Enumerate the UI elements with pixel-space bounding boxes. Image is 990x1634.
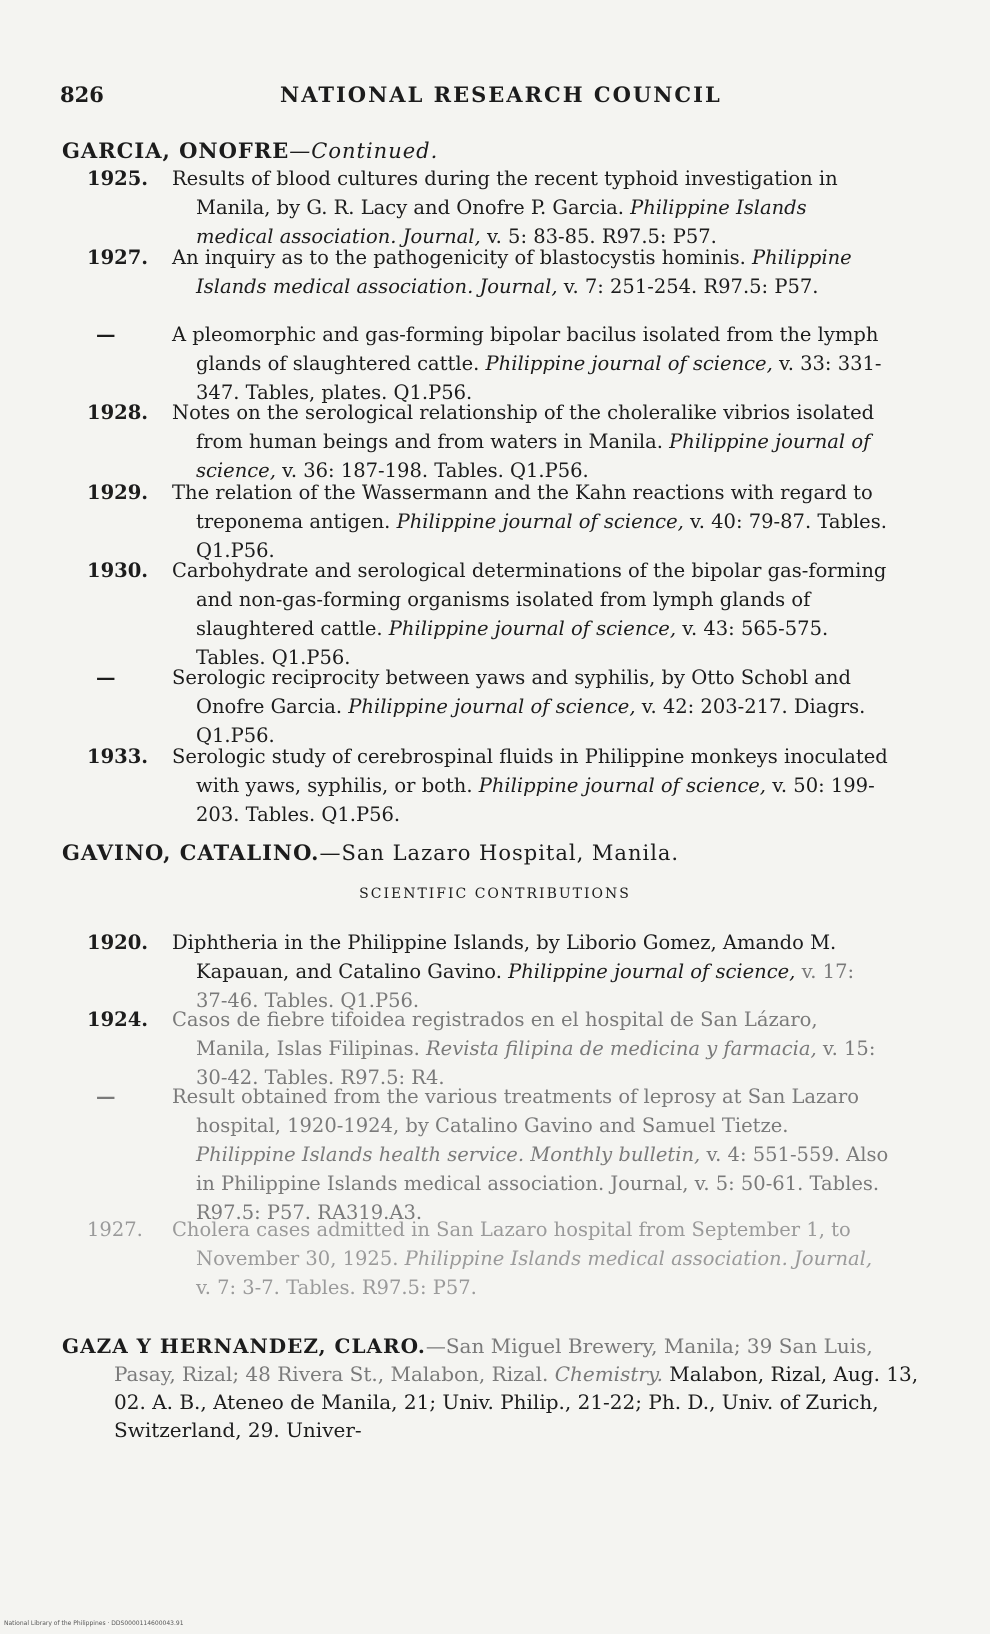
author-heading-gavino bbox=[62, 840, 679, 865]
author-address: —San Miguel Brewery, Manila; 39 San Luis, Pasay, Rizal; 48 Rivera St., Malabon, Rizal. bbox=[114, 1334, 873, 1386]
entry-title: Results of blood cultures during the recent typhoid investigation in Manila, by G. R. Lacy and Onofre P. Garcia. bbox=[172, 167, 838, 219]
entry-title: Serologic reciprocity between yaws and syphilis, by Otto Schobl and Onofre Garcia. bbox=[172, 666, 851, 718]
entry-year: 1928. bbox=[87, 401, 149, 424]
entry-year: 1927. bbox=[87, 1218, 143, 1241]
entry-citation: v. 4: 551-559. Also in Philippine Islands medical association. Journal, v. 5: 50-61. Tables. R97.5: P57. RA319.A3. bbox=[196, 1143, 889, 1224]
list-item bbox=[60, 1005, 890, 1092]
entry-citation: v. 42: 203-217. Diagrs. Q1.P56. bbox=[196, 695, 866, 747]
author-biography: Malabon, Rizal, Aug. 13, 02. A. B., Ateneo de Manila, 21; Univ. Philip., 21-22; Ph. D., Univ. of Zurich, Switzerland, 29. Univer- bbox=[114, 1362, 919, 1442]
list-item bbox=[60, 663, 890, 750]
entry-journal: Philippine Islands medical association. Journal, bbox=[196, 196, 807, 248]
entry-title: The relation of the Wassermann and the Kahn reactions with regard to treponema antigen. bbox=[172, 481, 873, 533]
entry-title: Diphtheria in the Philippine Islands, by Liborio Gomez, Amando M. Kapauan, and Catalino Gavino. bbox=[172, 931, 837, 983]
entry-citation: v. 15: 30-42. Tables. R97.5: R4. bbox=[196, 1037, 876, 1089]
list-item bbox=[60, 1215, 890, 1302]
entry-journal: Philippine journal of science, bbox=[388, 617, 677, 640]
entry-citation: v. 33: 331-347. Tables, plates. Q1.P56. bbox=[196, 352, 882, 404]
entry-citation: v. 7: 251-254. R97.5: P57. bbox=[563, 275, 819, 298]
entry-journal: Philippine journal of science, bbox=[396, 510, 684, 533]
entry-citation: v. 36: 187-198. Tables. Q1.P56. bbox=[282, 459, 589, 482]
author-name: GAZA Y HERNANDEZ, CLARO. bbox=[62, 1334, 426, 1358]
entry-year: — bbox=[96, 666, 116, 689]
list-item bbox=[60, 928, 890, 1015]
entry-title: Notes on the serological relationship of the choleralike vibrios isolated from human beings and from waters in Manila. bbox=[172, 401, 875, 453]
scan-footer: National Library of the Philippines · DDS0000114600043.91 bbox=[4, 1620, 184, 1627]
entry-citation: v. 5: 83-85. R97.5: P57. bbox=[486, 225, 717, 248]
entry-year: 1930. bbox=[87, 559, 149, 582]
entry-citation: v. 50: 199-203. Tables. Q1.P56. bbox=[196, 774, 875, 826]
list-item bbox=[60, 742, 890, 829]
list-item bbox=[60, 478, 890, 565]
page-number: 826 bbox=[60, 82, 104, 107]
author-name: GARCIA, ONOFRE bbox=[62, 138, 290, 163]
entry-citation: v. 17: 37-46. Tables. Q1.P56. bbox=[196, 960, 855, 1012]
list-item bbox=[60, 1082, 890, 1227]
entry-year: 1929. bbox=[87, 481, 149, 504]
section-subheading: SCIENTIFIC CONTRIBUTIONS bbox=[359, 886, 631, 902]
entry-journal: Philippine journal of science, bbox=[348, 695, 636, 718]
entry-journal: Philippine Islands medical association. Journal, bbox=[404, 1247, 873, 1270]
list-item bbox=[60, 556, 890, 672]
list-item bbox=[60, 398, 890, 485]
entry-journal: Philippine Islands medical association. Journal, bbox=[196, 246, 852, 298]
author-name: GAVINO, CATALINO. bbox=[62, 840, 320, 865]
entry-journal: Philippine journal of science, bbox=[478, 774, 766, 797]
entry-journal: Philippine Islands health service. Monthly bulletin, bbox=[196, 1143, 701, 1166]
entry-title: Cholera cases admitted in San Lazaro hospital from September 1, to November 30, 1925. bbox=[172, 1218, 851, 1270]
entry-year: 1924. bbox=[87, 1008, 149, 1031]
running-title: NATIONAL RESEARCH COUNCIL bbox=[280, 82, 722, 107]
continued-label: —Continued. bbox=[289, 139, 439, 163]
entry-year: — bbox=[96, 1085, 116, 1108]
entry-year: 1933. bbox=[87, 745, 149, 768]
entry-title: Serologic study of cerebrospinal fluids in Philippine monkeys inoculated with yaws, syphilis, or both. bbox=[172, 745, 888, 797]
entry-year: 1927. bbox=[87, 246, 149, 269]
entry-journal: Philippine journal of science, bbox=[508, 960, 796, 983]
list-item bbox=[60, 320, 890, 407]
page-header bbox=[60, 82, 940, 114]
entry-citation: v. 40: 79-87. Tables. Q1.P56. bbox=[196, 510, 887, 562]
author-affiliation: —San Lazaro Hospital, Manila. bbox=[319, 841, 680, 865]
entry-year: 1925. bbox=[87, 167, 149, 190]
entry-journal: Revista filipina de medicina y farmacia, bbox=[425, 1037, 817, 1060]
list-item bbox=[60, 164, 890, 251]
entry-journal: Philippine journal of science, bbox=[485, 352, 773, 375]
entry-year: — bbox=[96, 323, 116, 346]
entry-title: Casos de fiebre tifoidea registrados en el hospital de San Lázaro, Manila, Islas Filipinas. bbox=[172, 1008, 818, 1060]
entry-title: Result obtained from the various treatments of leprosy at San Lazaro hospital, 1920-1924, by Catalino Gavino and Samuel Tietze. bbox=[172, 1085, 859, 1137]
entry-title: A pleomorphic and gas-forming bipolar bacilus isolated from the lymph glands of slaughtered cattle. bbox=[172, 323, 879, 375]
entry-title: Carbohydrate and serological determinations of the bipolar gas-forming and non-gas-forming organisms isolated from lymph glands of slaughtered cattle. bbox=[172, 559, 887, 640]
author-field: Chemistry. bbox=[554, 1362, 663, 1386]
entry-year: 1920. bbox=[87, 931, 149, 954]
author-entry-gaza bbox=[62, 1332, 934, 1444]
entry-citation: v. 7: 3-7. Tables. R97.5: P57. bbox=[196, 1276, 477, 1299]
entry-journal: Philippine journal of science, bbox=[196, 430, 871, 482]
author-heading-garcia bbox=[62, 138, 438, 163]
entry-citation: v. 43: 565-575. Tables. Q1.P56. bbox=[196, 617, 829, 669]
list-item bbox=[60, 243, 890, 301]
entry-title: An inquiry as to the pathogenicity of blastocystis hominis. bbox=[172, 246, 746, 269]
